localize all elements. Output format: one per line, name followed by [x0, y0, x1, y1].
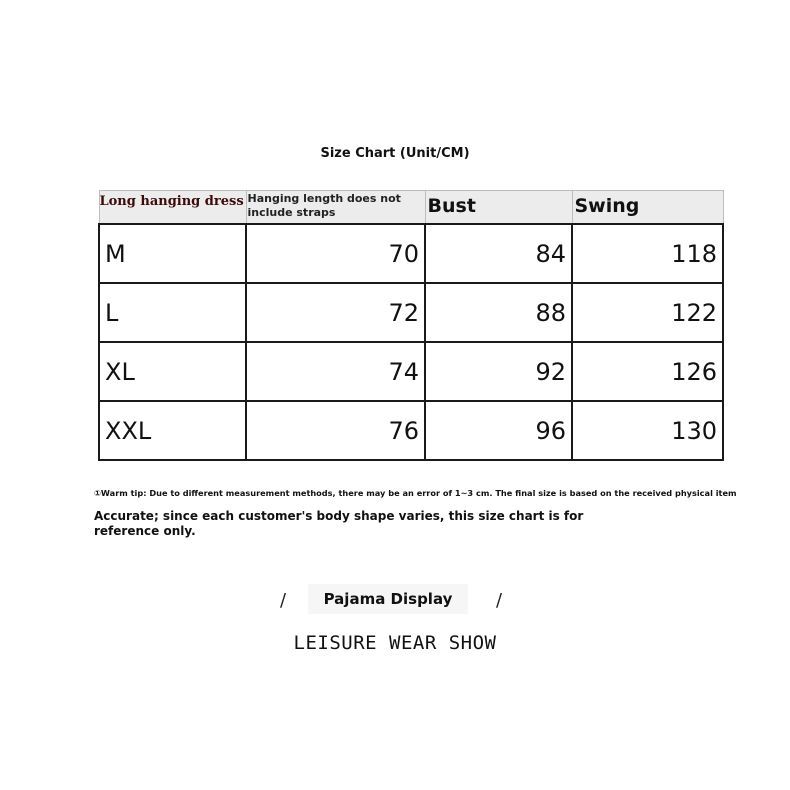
bust-cell: 96 [425, 401, 572, 460]
leisure-wear-subtitle: LEISURE WEAR SHOW [293, 632, 497, 654]
swing-cell: 118 [572, 224, 723, 283]
table-row [99, 283, 723, 342]
size-cell: XXL [99, 401, 246, 460]
header-length [246, 191, 425, 225]
swing-cell: 122 [572, 283, 723, 342]
size-chart-table [98, 190, 724, 461]
header-bust [425, 191, 572, 225]
table-header-row [99, 191, 723, 225]
header-dress [99, 191, 246, 225]
length-cell: 74 [246, 342, 425, 401]
length-cell: 70 [246, 224, 425, 283]
size-cell: XL [99, 342, 246, 401]
length-cell: 76 [246, 401, 425, 460]
header-swing-label: Swing [574, 195, 640, 217]
slash-right-decoration: / [496, 590, 503, 611]
bust-cell: 84 [425, 224, 572, 283]
table-row [99, 224, 723, 283]
warm-tip-text: ①Warm tip: Due to different measurement methods, there may be an error of 1~3 cm. The final size is based on the received physical item [94, 488, 737, 498]
swing-cell: 126 [572, 342, 723, 401]
table-row [99, 401, 723, 460]
slash-left-decoration: / [280, 590, 287, 611]
header-bust-label: Bust [427, 195, 476, 217]
swing-cell: 130 [572, 401, 723, 460]
size-cell: L [99, 283, 246, 342]
size-cell: M [99, 224, 246, 283]
table-row [99, 342, 723, 401]
header-length-label: Hanging length does not include straps [247, 192, 401, 219]
bust-cell: 88 [425, 283, 572, 342]
header-swing [572, 191, 723, 225]
length-cell: 72 [246, 283, 425, 342]
reference-note: Accurate; since each customer's body shape varies, this size chart is for reference only. [94, 509, 584, 538]
bust-cell: 92 [425, 342, 572, 401]
header-dress-label: Long hanging dress [99, 194, 244, 209]
pajama-display-label: Pajama Display [308, 584, 468, 614]
size-chart-title: Size Chart (Unit/CM) [320, 146, 470, 161]
